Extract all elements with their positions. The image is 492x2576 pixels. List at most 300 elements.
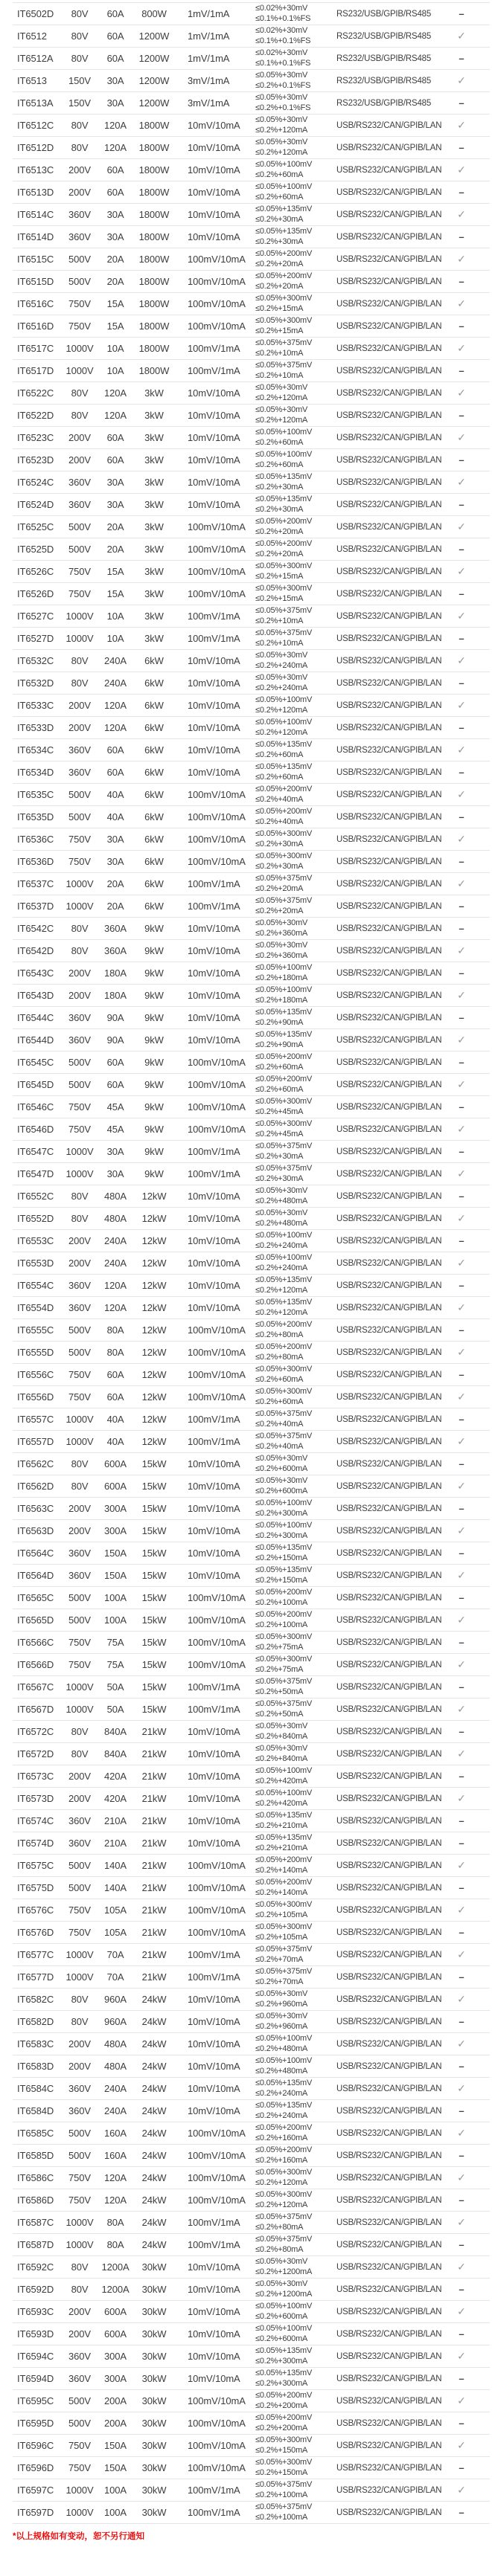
dash-icon: –	[459, 231, 464, 242]
current-cell: 120A	[104, 387, 127, 399]
accuracy-cell	[255, 92, 310, 114]
check-icon: ✓	[457, 164, 466, 176]
model-cell: IT6546C	[17, 1101, 54, 1112]
table-row	[13, 1721, 490, 1743]
voltage-cell: 80V	[71, 1213, 89, 1224]
accuracy-voltage-line: ≤0.05%+300mV	[255, 851, 313, 860]
resolution-cell: 10mV/10mA	[188, 477, 240, 488]
power-cell: 30kW	[141, 2373, 167, 2384]
voltage-cell: 360V	[68, 1548, 91, 1559]
accuracy-voltage-line: ≤0.05%+135mV	[255, 1275, 313, 1284]
resolution-cell: 100mV/10mA	[188, 811, 246, 822]
model-cell: IT6562D	[17, 1481, 54, 1492]
model-cell: IT6544C	[17, 1012, 54, 1023]
voltage-cell: 750V	[68, 2195, 91, 2206]
table-row	[13, 695, 490, 717]
flag-cell	[439, 1118, 484, 1140]
current-cell: 120A	[104, 2172, 127, 2183]
current-cell: 60A	[106, 744, 124, 756]
resolution-cell: 100mV/10mA	[188, 544, 246, 555]
accuracy-cell	[255, 1052, 312, 1073]
accuracy-voltage-line: ≤0.05%+100mV	[255, 2324, 313, 2333]
current-cell: 100A	[104, 1592, 127, 1603]
accuracy-cell	[255, 2256, 312, 2278]
accuracy-cell	[255, 1698, 312, 1720]
dash-icon: –	[459, 2328, 464, 2340]
accuracy-voltage-line: ≤0.05%+30mV	[255, 93, 308, 102]
model-cell: IT6572C	[17, 1726, 54, 1737]
current-cell: 240A	[104, 655, 127, 666]
accuracy-current-line: ≤0.2%+50mA	[255, 1709, 304, 1719]
accuracy-current-line: ≤0.2%+100mA	[255, 1620, 308, 1629]
resolution-cell: 10mV/10mA	[188, 2284, 240, 2295]
accuracy-current-line: ≤0.2%+120mA	[255, 147, 308, 157]
table-row	[13, 1832, 490, 1855]
voltage-cell: 200V	[68, 700, 91, 711]
model-cell: IT6566D	[17, 1659, 54, 1670]
flag-cell	[439, 1721, 484, 1742]
accuracy-voltage-line: ≤0.05%+200mV	[255, 539, 313, 548]
accuracy-cell	[255, 784, 312, 805]
power-cell: 21kW	[141, 1949, 167, 1960]
resolution-cell: 100mV/10mA	[188, 254, 246, 265]
flag-cell	[439, 1966, 484, 1988]
accuracy-voltage-line: ≤0.05%+135mV	[255, 205, 313, 213]
accuracy-current-line: ≤0.1%+0.1%FS	[255, 13, 311, 23]
dash-icon: –	[459, 1971, 464, 1983]
accuracy-voltage-line: ≤0.05%+100mV	[255, 718, 313, 727]
accuracy-current-line: ≤0.2%+960mA	[255, 2021, 308, 2031]
voltage-cell: 1000V	[66, 878, 94, 889]
power-cell: 9kW	[144, 1168, 164, 1179]
check-icon: ✓	[457, 2082, 466, 2094]
voltage-cell: 200V	[68, 990, 91, 1001]
interfaces-cell: USB/RS232/CAN/GPIB/LAN	[336, 1905, 442, 1915]
model-cell: IT6534C	[17, 744, 54, 756]
resolution-cell: 100mV/10mA	[188, 2395, 246, 2406]
flag-cell	[439, 1654, 484, 1675]
accuracy-current-line: ≤0.2%+80mA	[255, 1352, 304, 1362]
interfaces-cell: USB/RS232/CAN/GPIB/LAN	[336, 1928, 442, 1937]
table-row	[13, 2323, 490, 2345]
accuracy-current-line: ≤0.2%+60mA	[255, 437, 304, 447]
table-row	[13, 494, 490, 516]
interfaces-cell: USB/RS232/CAN/GPIB/LAN	[336, 143, 442, 152]
voltage-cell: 80V	[71, 2016, 89, 2027]
current-cell: 15A	[106, 566, 124, 577]
resolution-cell: 100mV/1mA	[188, 1949, 240, 1960]
interfaces-cell: USB/RS232/CAN/GPIB/LAN	[336, 1615, 442, 1625]
current-cell: 240A	[104, 677, 127, 689]
interfaces-cell: USB/RS232/CAN/GPIB/LAN	[336, 455, 442, 465]
accuracy-current-line: ≤0.2%+75mA	[255, 1642, 304, 1652]
accuracy-current-line: ≤0.2%+120mA	[255, 393, 308, 402]
resolution-cell: 10mV/10mA	[188, 164, 240, 176]
interfaces-cell: USB/RS232/CAN/GPIB/LAN	[336, 210, 442, 219]
current-cell: 300A	[104, 2373, 127, 2384]
power-cell: 21kW	[141, 1838, 167, 1849]
interfaces-cell: USB/RS232/CAN/GPIB/LAN	[336, 1147, 442, 1156]
resolution-cell: 3mV/1mA	[188, 97, 230, 109]
check-icon: ✓	[457, 208, 466, 220]
accuracy-cell	[255, 1252, 312, 1274]
accuracy-voltage-line: ≤0.05%+100mV	[255, 182, 313, 191]
current-cell: 30A	[106, 1168, 124, 1179]
power-cell: 15kW	[141, 1704, 167, 1715]
model-cell: IT6523C	[17, 432, 54, 443]
model-cell: IT6545D	[17, 1079, 54, 1090]
power-cell: 15kW	[141, 1481, 167, 1492]
flag-cell	[439, 806, 484, 828]
power-cell: 9kW	[144, 1012, 164, 1023]
interfaces-cell: USB/RS232/CAN/GPIB/LAN	[336, 2084, 442, 2093]
accuracy-voltage-line: ≤0.05%+135mV	[255, 2101, 313, 2110]
resolution-cell: 100mV/10mA	[188, 1659, 246, 1670]
table-row	[13, 25, 490, 48]
current-cell: 600A	[104, 1458, 127, 1469]
flag-cell	[439, 1364, 484, 1385]
accuracy-voltage-line: ≤0.05%+300mV	[255, 2190, 313, 2199]
model-cell: IT6583C	[17, 2038, 54, 2049]
interfaces-cell: USB/RS232/CAN/GPIB/LAN	[336, 2151, 442, 2160]
model-cell: IT6596D	[17, 2462, 54, 2473]
flag-cell	[439, 1453, 484, 1475]
accuracy-current-line: ≤0.2%+30mA	[255, 504, 304, 514]
model-cell: IT6534D	[17, 767, 54, 778]
accuracy-cell	[255, 360, 312, 381]
table-row	[13, 2345, 490, 2368]
accuracy-voltage-line: ≤0.05%+200mV	[255, 1342, 313, 1351]
power-cell: 30kW	[141, 2418, 167, 2429]
accuracy-current-line: ≤0.2%+180mA	[255, 973, 308, 982]
voltage-cell: 750V	[68, 834, 91, 845]
power-cell: 21kW	[141, 1882, 167, 1893]
resolution-cell: 100mV/1mA	[188, 2217, 240, 2228]
power-cell: 30kW	[141, 2284, 167, 2295]
accuracy-voltage-line: ≤0.05%+30mV	[255, 1722, 308, 1730]
interfaces-cell: USB/RS232/CAN/GPIB/LAN	[336, 1816, 442, 1826]
model-cell: IT6512D	[17, 142, 54, 153]
model-cell: IT6535C	[17, 789, 54, 800]
dash-icon: –	[459, 1012, 464, 1023]
voltage-cell: 80V	[71, 1191, 89, 1202]
voltage-cell: 80V	[71, 655, 89, 666]
current-cell: 210A	[104, 1838, 127, 1849]
power-cell: 12kW	[141, 1369, 167, 1380]
power-cell: 9kW	[144, 945, 164, 956]
accuracy-current-line: ≤0.2%+120mA	[255, 2177, 308, 2187]
accuracy-cell	[255, 338, 312, 359]
check-icon: ✓	[457, 1524, 466, 1536]
power-cell: 30kW	[141, 2261, 167, 2273]
accuracy-cell	[255, 1609, 312, 1631]
voltage-cell: 360V	[68, 1034, 91, 1046]
accuracy-voltage-line: ≤0.05%+300mV	[255, 2435, 313, 2444]
accuracy-cell	[255, 695, 312, 716]
check-icon: ✓	[457, 1948, 466, 1960]
power-cell: 1800W	[138, 254, 170, 265]
interfaces-cell: USB/RS232/CAN/GPIB/LAN	[336, 1325, 442, 1335]
accuracy-cell	[255, 1788, 312, 1809]
accuracy-cell	[255, 2435, 312, 2456]
accuracy-current-line: ≤0.2%+150mA	[255, 1575, 308, 1585]
table-row	[13, 1810, 490, 1832]
accuracy-cell	[255, 1565, 312, 1586]
dash-icon: –	[459, 1637, 464, 1648]
dash-icon: –	[459, 856, 464, 867]
voltage-cell: 200V	[68, 1235, 91, 1246]
model-cell: IT6553D	[17, 1258, 54, 1269]
table-row	[13, 1520, 490, 1542]
resolution-cell: 10mV/10mA	[188, 2083, 240, 2094]
power-cell: 30kW	[141, 2306, 167, 2317]
voltage-cell: 1000V	[66, 2217, 94, 2228]
flag-cell	[439, 2011, 484, 2032]
voltage-cell: 500V	[68, 2395, 91, 2406]
accuracy-voltage-line: ≤0.05%+100mV	[255, 985, 313, 994]
check-icon: ✓	[457, 476, 466, 488]
accuracy-current-line: ≤0.2%+210mA	[255, 1820, 308, 1830]
voltage-cell: 1000V	[66, 1146, 94, 1157]
accuracy-current-line: ≤0.2%+120mA	[255, 727, 308, 737]
voltage-cell: 80V	[71, 2261, 89, 2273]
model-cell: IT6573D	[17, 1793, 54, 1804]
power-cell: 1800W	[138, 276, 170, 287]
power-cell: 9kW	[144, 1124, 164, 1135]
voltage-cell: 500V	[68, 2418, 91, 2429]
power-cell: 9kW	[144, 1034, 164, 1046]
accuracy-cell	[255, 1096, 312, 1118]
interfaces-cell: USB/RS232/CAN/GPIB/LAN	[336, 2106, 442, 2116]
accuracy-voltage-line: ≤0.05%+30mV	[255, 673, 308, 682]
table-row	[13, 382, 490, 405]
flag-cell	[439, 940, 484, 962]
voltage-cell: 200V	[68, 1793, 91, 1804]
resolution-cell: 10mV/10mA	[188, 1994, 240, 2005]
voltage-cell: 1000V	[66, 1971, 94, 1983]
check-icon: ✓	[457, 387, 466, 399]
interfaces-cell: USB/RS232/CAN/GPIB/LAN	[336, 2329, 442, 2339]
current-cell: 60A	[106, 187, 124, 198]
accuracy-current-line: ≤0.2%+600mA	[255, 1464, 308, 1473]
accuracy-cell	[255, 25, 310, 47]
flag-cell	[439, 2145, 484, 2166]
interfaces-cell: USB/RS232/CAN/GPIB/LAN	[336, 366, 442, 376]
accuracy-voltage-line: ≤0.05%+30mV	[255, 2257, 308, 2266]
resolution-cell: 100mV/10mA	[188, 298, 246, 309]
resolution-cell: 100mV/10mA	[188, 2128, 246, 2139]
interfaces-cell: USB/RS232/CAN/GPIB/LAN	[336, 277, 442, 286]
interfaces-cell: USB/RS232/CAN/GPIB/LAN	[336, 544, 442, 554]
accuracy-cell	[255, 806, 312, 828]
interfaces-cell: RS232/USB/GPIB/RS485	[336, 76, 432, 86]
model-cell: IT6513D	[17, 187, 54, 198]
interfaces-cell: USB/RS232/CAN/GPIB/LAN	[336, 254, 442, 264]
interfaces-cell: USB/RS232/CAN/GPIB/LAN	[336, 1281, 442, 1290]
table-row	[13, 828, 490, 851]
accuracy-voltage-line: ≤0.05%+135mV	[255, 1298, 313, 1307]
accuracy-cell	[255, 1899, 312, 1921]
flag-cell	[439, 115, 484, 136]
resolution-cell: 100mV/10mA	[188, 1324, 246, 1336]
table-row	[13, 2100, 490, 2122]
resolution-cell: 10mV/10mA	[188, 187, 240, 198]
power-cell: 6kW	[144, 722, 164, 733]
power-cell: 9kW	[144, 1057, 164, 1068]
table-row	[13, 1096, 490, 1118]
resolution-cell: 10mV/10mA	[188, 2306, 240, 2317]
dash-icon: –	[459, 1503, 464, 1514]
current-cell: 300A	[104, 1525, 127, 1536]
resolution-cell: 10mV/10mA	[188, 2351, 240, 2362]
accuracy-cell	[255, 2167, 312, 2189]
accuracy-current-line: ≤0.2%+30mA	[255, 1151, 304, 1161]
accuracy-cell	[255, 1855, 312, 1876]
model-cell: IT6554D	[17, 1302, 54, 1313]
current-cell: 360A	[104, 945, 127, 956]
accuracy-cell	[255, 1364, 312, 1385]
accuracy-current-line: ≤0.2%+60mA	[255, 1374, 304, 1384]
flag-cell	[439, 25, 484, 47]
model-cell: IT6582C	[17, 1994, 54, 2005]
accuracy-voltage-line: ≤0.05%+135mV	[255, 1030, 313, 1039]
interfaces-cell: USB/RS232/CAN/GPIB/LAN	[336, 1504, 442, 1513]
accuracy-cell	[255, 1832, 312, 1854]
flag-cell	[439, 918, 484, 939]
table-row	[13, 784, 490, 806]
current-cell: 60A	[106, 432, 124, 443]
resolution-cell: 10mV/10mA	[188, 1570, 240, 1581]
power-cell: 24kW	[141, 2128, 167, 2139]
accuracy-current-line: ≤0.2%+30mA	[255, 861, 304, 871]
model-cell: IT6523D	[17, 454, 54, 466]
voltage-cell: 750V	[68, 1391, 91, 1403]
voltage-cell: 500V	[68, 254, 91, 265]
accuracy-cell	[255, 1185, 307, 1207]
resolution-cell: 100mV/10mA	[188, 566, 246, 577]
interfaces-cell: USB/RS232/CAN/GPIB/LAN	[336, 1638, 442, 1647]
interfaces-cell: USB/RS232/CAN/GPIB/LAN	[336, 611, 442, 621]
accuracy-cell	[255, 873, 312, 895]
table-row	[13, 1877, 490, 1899]
resolution-cell: 10mV/10mA	[188, 387, 240, 399]
accuracy-cell	[255, 2234, 312, 2255]
accuracy-voltage-line: ≤0.05%+100mV	[255, 1766, 313, 1775]
accuracy-voltage-line: ≤0.05%+135mV	[255, 472, 313, 481]
model-cell: IT6593C	[17, 2306, 54, 2317]
model-cell: IT6597C	[17, 2485, 54, 2496]
resolution-cell: 100mV/1mA	[188, 1971, 240, 1983]
accuracy-current-line: ≤0.2%+30mA	[255, 236, 304, 246]
flag-cell	[439, 2279, 484, 2300]
accuracy-cell	[255, 1944, 312, 1965]
model-cell: IT6522C	[17, 387, 54, 399]
flag-cell	[439, 1208, 484, 1229]
model-cell: IT6547D	[17, 1168, 54, 1179]
model-cell: IT6575C	[17, 1860, 54, 1871]
interfaces-cell: USB/RS232/CAN/GPIB/LAN	[336, 2396, 442, 2406]
flag-cell	[439, 851, 484, 872]
table-row	[13, 2167, 490, 2189]
power-cell: 3kW	[144, 454, 164, 466]
current-cell: 480A	[104, 1191, 127, 1202]
resolution-cell: 10mV/10mA	[188, 967, 240, 979]
dash-icon: –	[459, 1191, 464, 1202]
dash-icon: –	[459, 365, 464, 376]
interfaces-cell: USB/RS232/CAN/GPIB/LAN	[336, 723, 442, 732]
dash-icon: –	[459, 187, 464, 198]
model-cell: IT6526C	[17, 566, 54, 577]
accuracy-cell	[255, 672, 307, 694]
resolution-cell: 100mV/10mA	[188, 2462, 246, 2473]
accuracy-cell	[255, 1520, 312, 1542]
current-cell: 20A	[106, 521, 124, 532]
accuracy-voltage-line: ≤0.05%+200mV	[255, 1588, 313, 1597]
flag-cell	[439, 1944, 484, 1965]
accuracy-voltage-line: ≤0.05%+300mV	[255, 294, 313, 303]
accuracy-voltage-line: ≤0.05%+100mV	[255, 2056, 313, 2065]
flag-cell	[439, 1275, 484, 1296]
interfaces-cell: USB/RS232/CAN/GPIB/LAN	[336, 1704, 442, 1714]
accuracy-current-line: ≤0.2%+240mA	[255, 1263, 308, 1272]
accuracy-current-line: ≤0.2%+240mA	[255, 2110, 308, 2120]
resolution-cell: 10mV/10mA	[188, 1481, 240, 1492]
voltage-cell: 200V	[68, 1258, 91, 1269]
voltage-cell: 200V	[68, 722, 91, 733]
check-icon: ✓	[457, 1904, 466, 1916]
flag-cell	[439, 1587, 484, 1609]
model-cell: IT6525D	[17, 544, 54, 555]
check-icon: ✓	[457, 989, 466, 1001]
current-cell: 120A	[104, 410, 127, 421]
resolution-cell: 10mV/10mA	[188, 1458, 240, 1469]
current-cell: 80A	[106, 1347, 124, 1358]
power-cell: 30kW	[141, 2462, 167, 2473]
voltage-cell: 80V	[71, 410, 89, 421]
dash-icon: –	[459, 1280, 464, 1291]
current-cell: 15A	[106, 321, 124, 332]
model-cell: IT6513A	[17, 97, 54, 109]
current-cell: 960A	[104, 2016, 127, 2027]
accuracy-current-line: ≤0.2%+600mA	[255, 2311, 308, 2321]
interfaces-cell: USB/RS232/CAN/GPIB/LAN	[336, 1749, 442, 1759]
model-cell: IT6594D	[17, 2373, 54, 2384]
accuracy-voltage-line: ≤0.05%+375mV	[255, 1164, 313, 1173]
accuracy-cell	[255, 1877, 312, 1899]
dash-icon: –	[459, 53, 464, 64]
flag-cell	[439, 204, 484, 225]
dash-icon: –	[459, 410, 464, 421]
power-cell: 24kW	[141, 2105, 167, 2116]
current-cell: 420A	[104, 1793, 127, 1804]
accuracy-cell	[255, 1386, 312, 1408]
current-cell: 30A	[106, 75, 124, 86]
accuracy-current-line: ≤0.2%+120mA	[255, 705, 308, 715]
current-cell: 60A	[106, 1369, 124, 1380]
accuracy-voltage-line: ≤0.05%+300mV	[255, 2168, 313, 2177]
interfaces-cell: USB/RS232/CAN/GPIB/LAN	[336, 1794, 442, 1803]
interfaces-cell: USB/RS232/CAN/GPIB/LAN	[336, 2017, 442, 2026]
voltage-cell: 500V	[68, 1882, 91, 1893]
interfaces-cell: USB/RS232/CAN/GPIB/LAN	[336, 901, 442, 911]
check-icon: ✓	[457, 1346, 466, 1358]
accuracy-voltage-line: ≤0.05%+200mV	[255, 807, 313, 816]
flag-cell	[439, 137, 484, 158]
accuracy-voltage-line: ≤0.05%+200mV	[255, 1075, 313, 1083]
dash-icon: –	[459, 1927, 464, 1938]
resolution-cell: 10mV/10mA	[188, 1525, 240, 1536]
power-cell: 12kW	[141, 1235, 167, 1246]
